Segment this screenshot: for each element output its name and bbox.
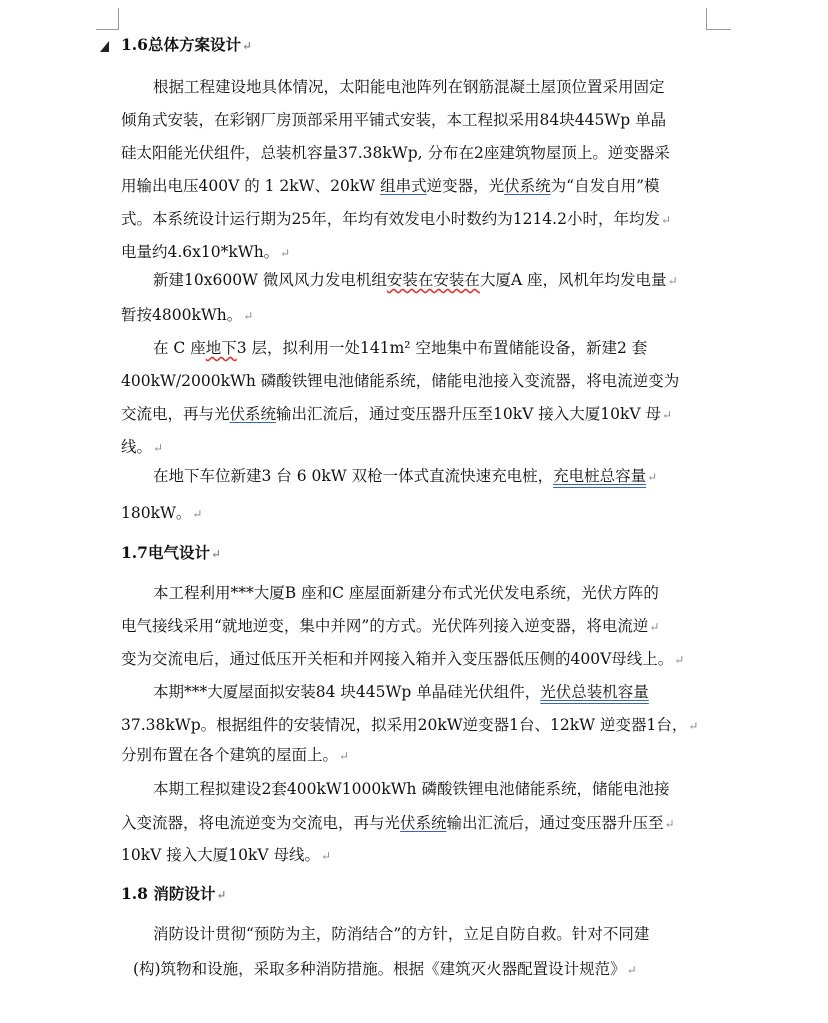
body-line: 变为交流电后，通过低压开关柜和并网接入箱并入变压器低压侧的400V母线上。↵ bbox=[121, 650, 685, 668]
spelling-flag[interactable]: 伏系统 bbox=[229, 405, 277, 423]
crop-mark-top-left-vertical bbox=[118, 8, 119, 30]
section-heading-1-8: 1.8 消防设计↵ bbox=[121, 884, 227, 903]
body-line: (构)筑物和设施，采取多种消防措施。根据《建筑灭火器配置设计规范》↵ bbox=[133, 960, 637, 978]
body-line: 根据工程建设地具体情况，太阳能电池阵列在钢筋混凝土屋顶位置采用固定 bbox=[153, 78, 665, 96]
grammar-flag[interactable]: 光伏总装机容量 bbox=[540, 683, 649, 701]
body-line: 在 C 座地下3 层，拟利用一处141m² 空地集中布置储能设备，新建2 套 bbox=[153, 339, 648, 357]
body-line: 倾角式安装，在彩钢厂房顶部采用平铺式安装，本工程拟采用84块445Wp 单晶 bbox=[121, 111, 667, 129]
body-line: 本期***大厦屋面拟安装84 块445Wp 单晶硅光伏组件，光伏总装机容量 bbox=[153, 683, 649, 701]
crop-mark-top-right-vertical bbox=[706, 8, 707, 30]
body-line: 线。↵ bbox=[121, 438, 164, 456]
body-line: 暂按4800kWh。↵ bbox=[121, 306, 254, 324]
crop-mark-top-right-horizontal bbox=[706, 29, 731, 30]
section-heading-1-7: 1.7电气设计↵ bbox=[121, 543, 222, 562]
body-line: 本期工程拟建设2套400kW1000kWh 磷酸铁锂电池储能系统，储能电池接 bbox=[153, 780, 670, 798]
spelling-flag[interactable]: 伏系统 bbox=[504, 177, 551, 195]
body-line: 电量约4.6x10*kWh。↵ bbox=[121, 243, 291, 261]
grammar-flag[interactable]: 地下 bbox=[205, 339, 237, 357]
body-line: 本工程利用***大厦B 座和C 座屋面新建分布式光伏发电系统，光伏方阵的 bbox=[153, 584, 659, 602]
spelling-flag[interactable]: 伏系统 bbox=[400, 814, 447, 832]
body-line: 新建10x600W 微风风力发电机组安装在安装在大厦A 座，风机年均发电量↵ bbox=[153, 271, 678, 289]
body-line: 37.38kWp。根据组件的安装情况，拟采用20kW逆变器1台、12kW 逆变器1台，↵ bbox=[121, 716, 699, 734]
body-line: 用输出电压400V 的 1 2kW、20kW 组串式逆变器，光伏系统为“自发自用”模 bbox=[121, 177, 660, 195]
grammar-flag[interactable]: 安装在安装在 bbox=[386, 271, 480, 289]
crop-mark-top-left-horizontal bbox=[96, 29, 119, 30]
spelling-flag[interactable]: 组串式 bbox=[380, 177, 427, 195]
body-line: 180kW。↵ bbox=[121, 504, 203, 522]
body-line: 式。本系统设计运行期为25年，年均有效发电小时数约为1214.2小时，年均发↵ bbox=[121, 210, 672, 228]
body-line: 400kW/2000kWh 磷酸铁锂电池储能系统，储能电池接入变流器，将电流逆变为 bbox=[121, 372, 680, 390]
body-line: 消防设计贯彻“预防为主，防消结合”的方针，立足自防自救。针对不同建 bbox=[153, 925, 650, 943]
body-line: 在地下车位新建3 台 6 0kW 双枪一体式直流快速充电桩，充电桩总容量↵ bbox=[153, 467, 658, 485]
heading-collapse-icon[interactable] bbox=[100, 41, 109, 52]
grammar-flag[interactable]: 充电桩总容量 bbox=[553, 467, 647, 485]
body-line: 交流电，再与光伏系统输出汇流后，通过变压器升压至10kV 接入大厦10kV 母↵ bbox=[121, 405, 673, 423]
body-line: 分别布置在各个建筑的屋面上。↵ bbox=[121, 746, 350, 764]
body-line: 10kV 接入大厦10kV 母线。↵ bbox=[121, 846, 332, 864]
body-line: 入变流器，将电流逆变为交流电，再与光伏系统输出汇流后，通过变压器升压至↵ bbox=[121, 814, 675, 832]
section-heading-1-6: 1.6总体方案设计↵ bbox=[121, 35, 253, 54]
body-line: 硅太阳能光伏组件，总装机容量37.38kWp, 分布在2座建筑物屋顶上。逆变器采 bbox=[121, 144, 670, 162]
body-line: 电气接线采用“就地逆变，集中并网”的方式。光伏阵列接入逆变器，将电流逆↵ bbox=[121, 617, 660, 635]
